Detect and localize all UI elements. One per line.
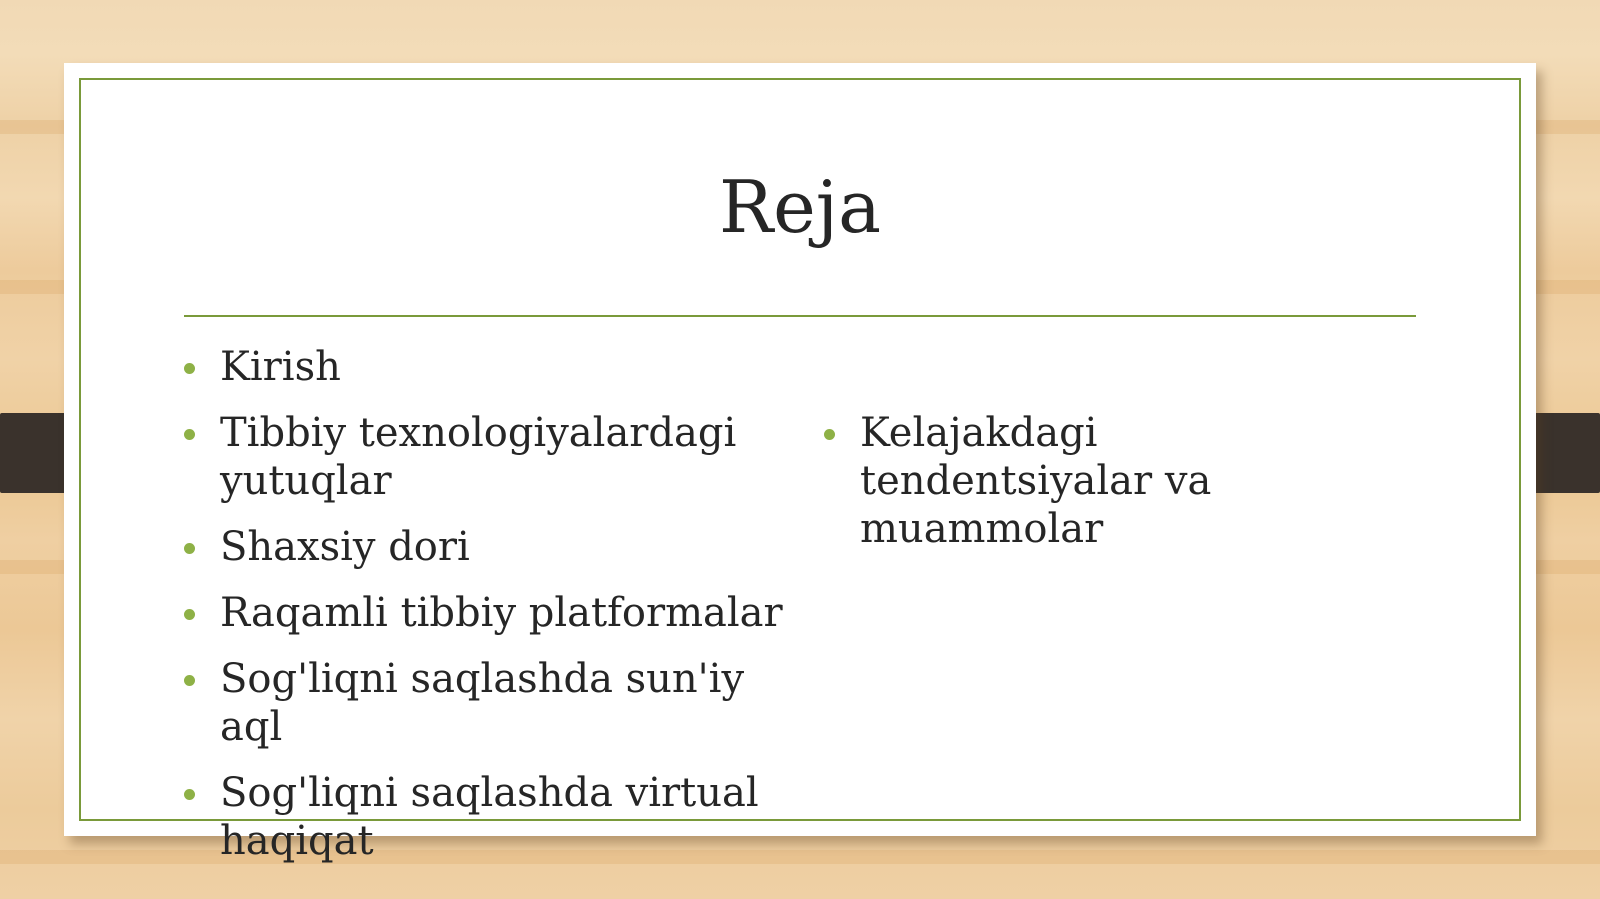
list-item-text: Sog'liqni saqlashda sun'iy aql <box>220 656 745 750</box>
bullet-icon <box>184 609 195 620</box>
list-item-text: Kirish <box>220 344 341 390</box>
list-item <box>184 655 784 751</box>
bullet-icon <box>184 543 195 554</box>
list-item-text: Tibbiy texnologiyalardagi yutuqlar <box>220 410 737 504</box>
list-item <box>184 769 784 865</box>
right-bullet-list <box>824 409 1384 571</box>
list-item <box>184 409 784 505</box>
list-item-text: Kelajakdagi tendentsiyalar va muammolar <box>860 410 1212 552</box>
left-bullet-list <box>184 343 784 883</box>
bullet-icon <box>184 675 195 686</box>
list-item <box>184 343 784 391</box>
list-item <box>824 409 1384 553</box>
bullet-icon <box>184 429 195 440</box>
list-item <box>184 589 784 637</box>
list-item-text: Shaxsiy dori <box>220 524 470 570</box>
list-item-text: Raqamli tibbiy platformalar <box>220 590 783 636</box>
slide <box>64 63 1536 864</box>
bullet-icon <box>824 429 835 440</box>
bullet-icon <box>184 789 195 800</box>
list-item-text: Sog'liqni saqlashda virtual haqiqat <box>220 770 759 864</box>
bullet-icon <box>184 363 195 374</box>
slide-title: Reja <box>718 165 882 249</box>
list-item <box>184 523 784 571</box>
title-divider <box>184 315 1416 317</box>
